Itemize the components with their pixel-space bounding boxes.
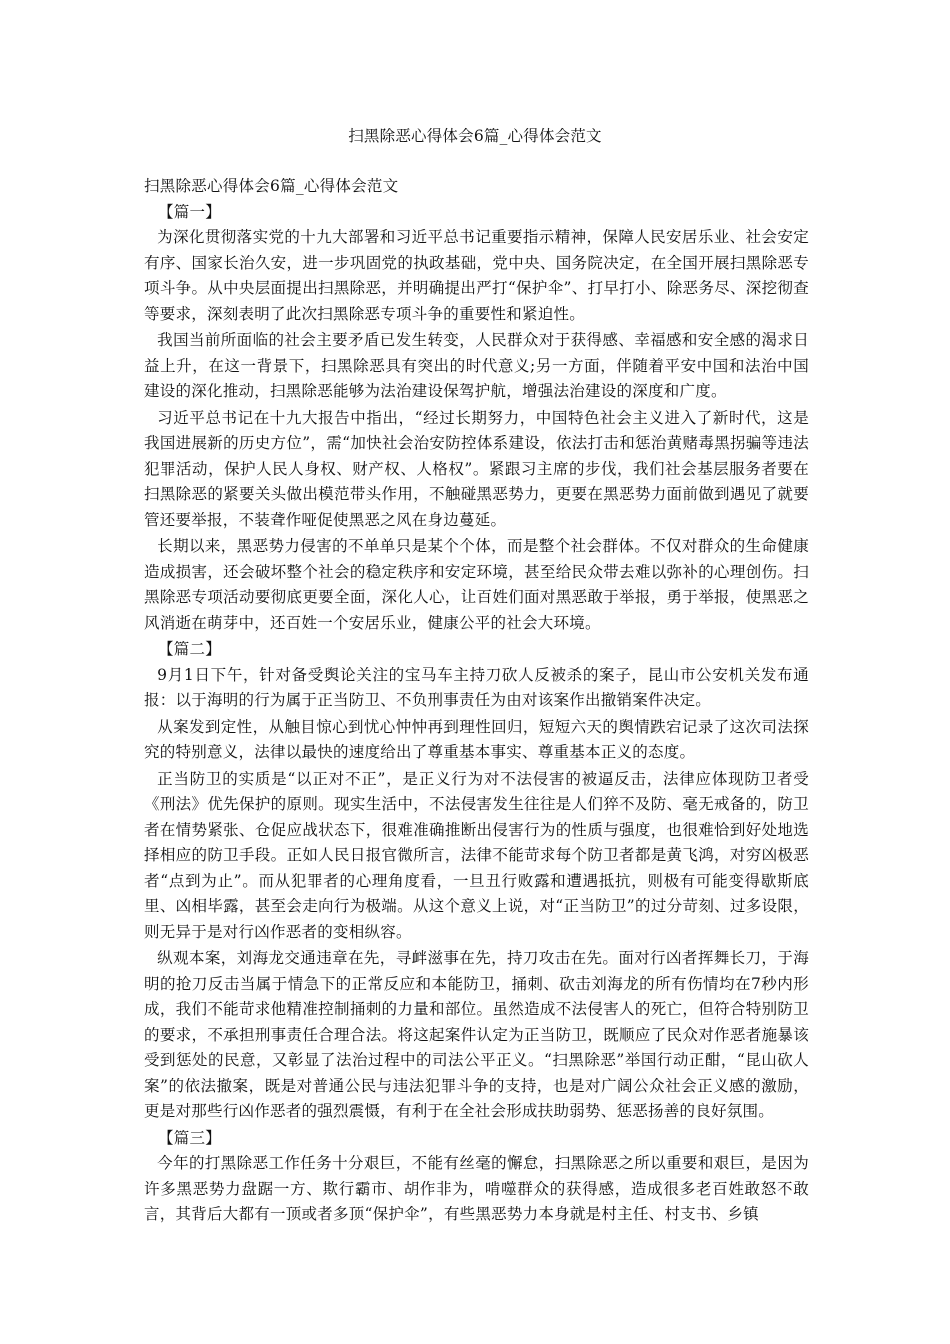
document-body [144,174,809,1229]
paragraph: 今年的打黑除恶工作任务十分艰巨，不能有丝毫的懈怠，扫黑除恶之所以重要和艰巨，是因为许多黑恶势力盘踞一方、欺行霸市、胡作非为，啃噬群众的获得感，造成很多老百姓敢怒不敢言，其背后大都有一顶或者多顶“保护伞”，有些黑恶势力本身就是村主任、村支书、乡镇 [144,1154,809,1223]
paragraph: 习近平总书记在十九大报告中指出，“经过长期努力，中国特色社会主义进入了新时代，这是我国进展新的历史方位”，需“加快社会治安防控体系建设，依法打击和惩治黄赌毒黑拐骗等违法犯罪活动，保护人民人身权、财产权、人格权”。紧跟习主席的步伐，我们社会基层服务者要在扫黑除恶的紧要关头做出模范带头作用，不触碰黑恶势力，更要在黑恶势力面前做到遇见了就要管还要举报，不装聋作哑促使黑恶之风在身边蔓延。 [144,408,809,529]
paragraph: 长期以来，黑恶势力侵害的不单单只是某个个体，而是整个社会群体。不仅对群众的生命健康造成损害，还会破坏整个社会的稳定秩序和安定环境，甚至给民众带去难以弥补的心理创伤。扫黑除恶专项活动要彻底更要全面，深化人心，让百姓们面对黑恶敢于举报，勇于举报，使黑恶之风消逝在萌芽中，还百姓一个安居乐业，健康公平的社会大环境。 [144,537,809,632]
document-title: 扫黑除恶心得体会6篇_心得体会范文 [348,127,602,145]
paragraph: 正当防卫的实质是“以正对不正”，是正义行为对不法侵害的被逼反击，法律应体现防卫者受《刑法》优先保护的原则。现实生活中，不法侵害发生往往是人们猝不及防、毫无戒备的，防卫者在情势紧张、仓促应战状态下，很难准确推断出侵害行为的性质与强度，也很难恰到好处地选择相应的防卫手段。正如人民日报官微所言，法律不能苛求每个防卫者都是黄飞鸿，对穷凶极恶者“点到为止”。而从犯罪者的心理角度看，一旦丑行败露和遭遇抵抗，则极有可能变得歇斯底里、凶相毕露，甚至会走向行为极端。从这个意义上说，对“正当防卫”的过分苛刻、过多设限，则无异于是对行凶作恶者的变相纵容。 [144,769,809,941]
paragraph: 纵观本案，刘海龙交通违章在先，寻衅滋事在先，持刀攻击在先。面对行凶者挥舞长刀，于海明的抢刀反击当属于情急下的正常反应和本能防卫，捅刺、砍击刘海龙的所有伤情均在7秒内形成，我们不能苛求他精准控制捅刺的力量和部位。虽然造成不法侵害人的死亡，但符合特别防卫的要求，不承担刑事责任合理合法。将这起案件认定为正当防卫，既顺应了民众对作恶者施暴该受到惩处的民意，又彰显了法治过程中的司法公平正义。“扫黑除恶”举国行动正酣，“昆山砍人案”的依法撤案，既是对普通公民与违法犯罪斗争的支持，也是对广阔公众社会正义感的激励，更是对那些行凶作恶者的强烈震慑，有利于在全社会形成扶助弱势、惩恶扬善的良好氛围。 [144,949,809,1120]
paragraph: 为深化贯彻落实党的十九大部署和习近平总书记重要指示精神，保障人民安居乐业、社会安定有序、国家长治久安，进一步巩固党的执政基础，党中央、国务院决定，在全国开展扫黑除恶专项斗争。从中央层面提出扫黑除恶，并明确提出严打“保护伞”、打早打小、除恶务尽、深挖彻查等要求，深刻表明了此次扫黑除恶专项斗争的重要性和紧迫性。 [144,228,809,323]
document-subtitle: 扫黑除恶心得体会6篇_心得体会范文 [144,177,399,195]
section-heading-3: 【篇三】 [158,1128,222,1147]
paragraph: 9月1日下午，针对备受舆论关注的宝马车主持刀砍人反被杀的案子，昆山市公安机关发布通报：以于海明的行为属于正当防卫、不负刑事责任为由对该案作出撤销案件决定。 [144,665,809,709]
paragraph: 从案发到定性，从触目惊心到忧心忡忡再到理性回归，短短六天的舆情跌宕记录了这次司法探究的特别意义，法律以最快的速度给出了尊重基本事实、尊重基本正义的态度。 [144,717,809,761]
section-heading-1: 【篇一】 [158,202,222,221]
paragraph: 我国当前所面临的社会主要矛盾已发生转变，人民群众对于获得感、幸福感和安全感的渴求日益上升，在这一背景下，扫黑除恶具有突出的时代意义;另一方面，伴随着平安中国和法治中国建设的深化推动，扫黑除恶能够为法治建设保驾护航，增强法治建设的深度和广度。 [144,331,809,400]
section-heading-2: 【篇二】 [158,640,222,658]
